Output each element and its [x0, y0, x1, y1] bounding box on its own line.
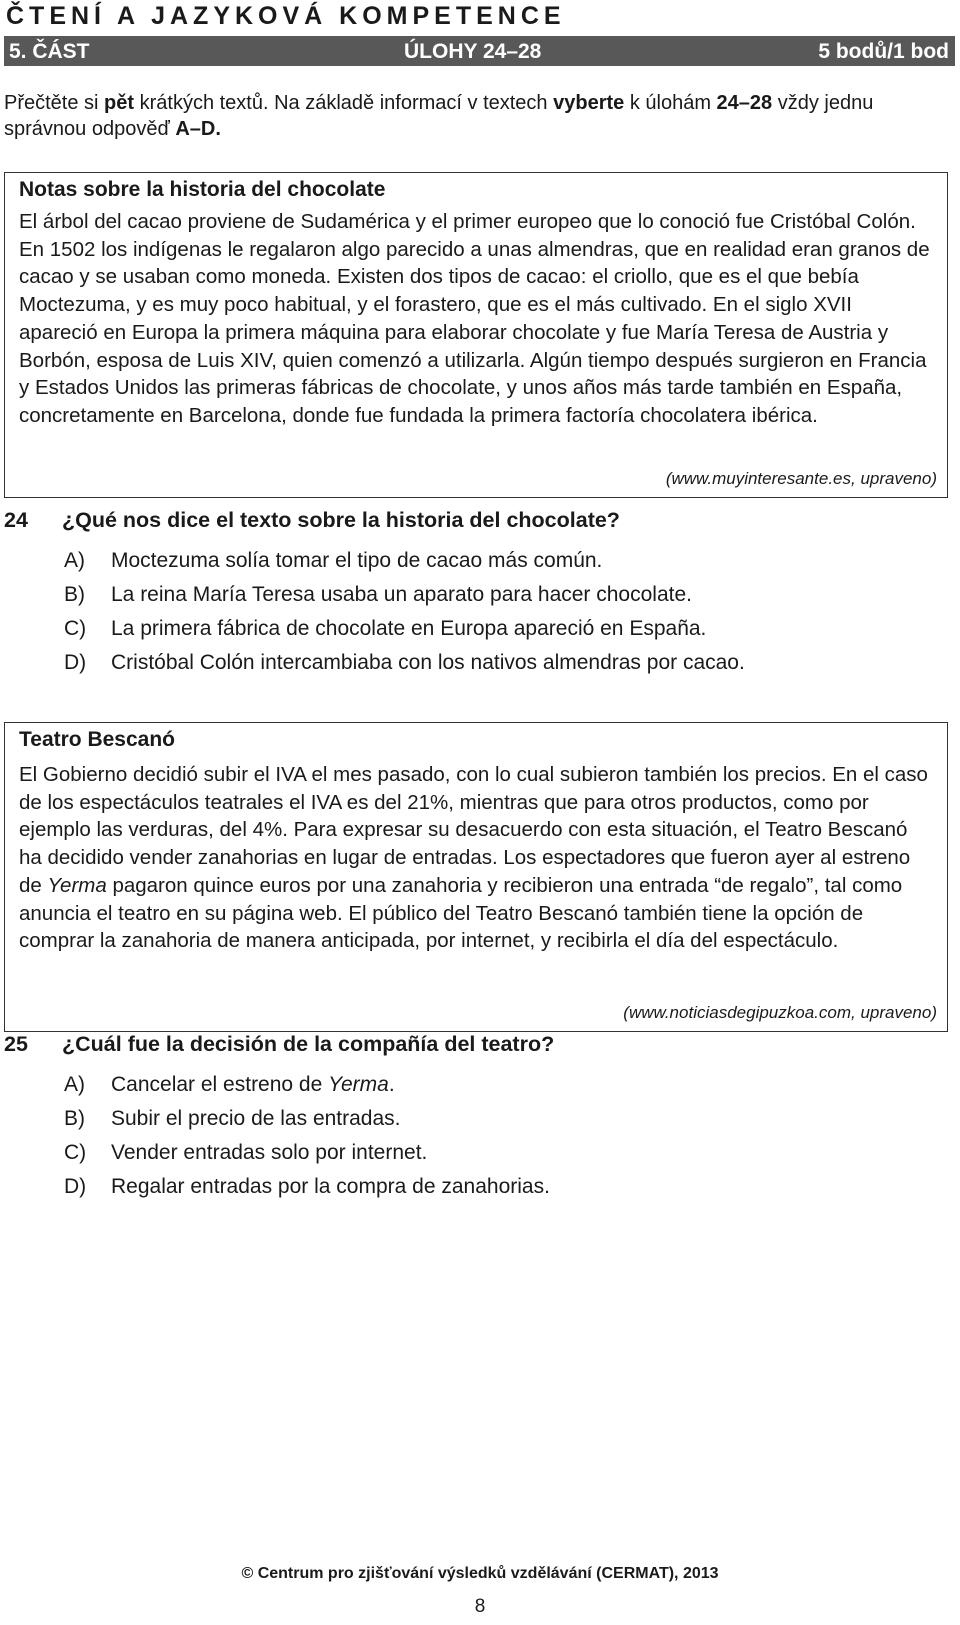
answer-option-d[interactable] [4, 648, 944, 682]
copyright-footer: © Centrum pro zjišťování výsledků vzdělávání (CERMAT), 2013 [241, 1565, 719, 1582]
option-text: Moctezuma solía tomar el tipo de cacao más común. [111, 549, 603, 572]
instructions-text: vždy jednu správnou odpověď [4, 92, 874, 140]
option-text [111, 1070, 395, 1100]
question-header [4, 508, 944, 538]
answer-option-c[interactable] [4, 1138, 944, 1172]
text-source: (www.noticiasdegipuzkoa.com, upraveno) [623, 1003, 937, 1022]
instructions-text: Přečtěte si [4, 92, 105, 114]
question-text: ¿Qué nos dice el texto sobre la historia del chocolate? [62, 508, 620, 532]
question-number: 25 [4, 1032, 28, 1056]
option-letter: A) [64, 549, 85, 572]
instructions-bold: 24–28 [716, 92, 773, 114]
reading-text-2 [4, 722, 948, 1032]
tasks-label: ÚLOHY 24–28 [404, 40, 542, 63]
option-letter: A) [64, 1073, 85, 1096]
page-number: 8 [474, 1596, 486, 1617]
option-letter: D) [64, 1175, 87, 1198]
answer-option-d[interactable] [4, 1172, 944, 1206]
answer-option-b[interactable] [4, 580, 944, 614]
points-label: 5 bodů/1 bod [818, 40, 949, 63]
question-header [4, 1032, 944, 1062]
instructions [4, 90, 939, 142]
text-body-part: pagaron quince euros por una zanahoria y recibieron una entrada “de regalo”, tal como anuncia el teatro en su página web. El público del Teatro Bescanó también tiene la opción de comprar la zanahoria de manera anticipada, por internet, y recibirla el día del espectáculo. [19, 873, 903, 953]
option-letter: C) [64, 617, 87, 640]
answer-option-a[interactable] [4, 1070, 944, 1104]
option-text: Regalar entradas por la compra de zanahorias. [111, 1175, 550, 1198]
instructions-bold: pět [104, 92, 135, 114]
text-source: (www.muyinteresante.es, upraveno) [665, 469, 937, 488]
question-text: ¿Cuál fue la decisión de la compañía del teatro? [62, 1032, 555, 1056]
text-title: Notas sobre la historia del chocolate [19, 178, 386, 201]
option-text: Cristóbal Colón intercambiaba con los nativos almendras por cacao. [111, 651, 745, 674]
text-body-italic: Yerma [47, 873, 107, 897]
question-24 [4, 508, 944, 682]
option-letter: B) [64, 583, 85, 606]
answer-option-c[interactable] [4, 614, 944, 648]
option-letter: D) [64, 651, 87, 674]
reading-text-1 [4, 172, 948, 498]
instructions-bold: A–D. [175, 118, 221, 140]
question-number: 24 [4, 508, 28, 532]
option-text: La reina María Teresa usaba un aparato para hacer chocolate. [111, 583, 692, 606]
text-body: El árbol del cacao proviene de Sudamérica y el primer europeo que lo conoció fue Cristóbal Colón. En 1502 los indígenas le regalaron algo parecido a unas almendras, que en realidad eran granos de cacao y se usaban como moneda. Existen dos tipos de cacao: el criollo, que es el que bebía Moctezuma, y es muy poco habitual, y el forastero, que es el más cultivado. En el siglo XVII apareció en Europa la primera máquina para elaborar chocolate y fue María Teresa de Austria y Borbón, esposa de Luis XIV, quien comenzó a utilizarla. Algún tiempo después surgieron en Francia y Estados Unidos las primeras fábricas de chocolate, y unos años más tarde también en España, concretamente en Barcelona, donde fue fundada la primera factoría chocolatera ibérica. [19, 210, 930, 427]
section-title: ČTENÍ A JAZYKOVÁ KOMPETENCE [6, 2, 566, 30]
text-body [19, 761, 933, 955]
option-text: La primera fábrica de chocolate en Europa apareció en España. [111, 617, 707, 640]
text-body-part: El Gobierno decidió subir el IVA el mes pasado, con lo cual subieron también los precios. En el caso de los espectáculos teatrales el IVA es del 21%, mientras que para otros productos, como por ejemplo las verduras, del 4%. Para expresar su desacuerdo con esta situación, el Teatro Bescanó ha decidido vender zanahorias en lugar de entradas. Los espectadores que fueron ayer al estreno de [19, 763, 928, 897]
text-title: Teatro Bescanó [19, 728, 175, 751]
answer-option-b[interactable] [4, 1104, 944, 1138]
option-text: Subir el precio de las entradas. [111, 1107, 401, 1130]
option-text-part: . [388, 1073, 395, 1096]
instructions-bold: vyberte [553, 92, 625, 114]
section-header-bar [4, 36, 955, 66]
instructions-text: k úlohám [624, 92, 717, 114]
question-25 [4, 1032, 944, 1206]
option-text: Vender entradas solo por internet. [111, 1141, 428, 1164]
instructions-text: krátkých textů. Na základě informací v textech [134, 92, 554, 114]
option-text-italic: Yerma [328, 1073, 389, 1096]
answer-option-a[interactable] [4, 546, 944, 580]
part-label: 5. ČÁST [9, 40, 90, 63]
option-text-part: Cancelar el estreno de [111, 1073, 329, 1096]
option-letter: C) [64, 1141, 87, 1164]
option-letter: B) [64, 1107, 85, 1130]
